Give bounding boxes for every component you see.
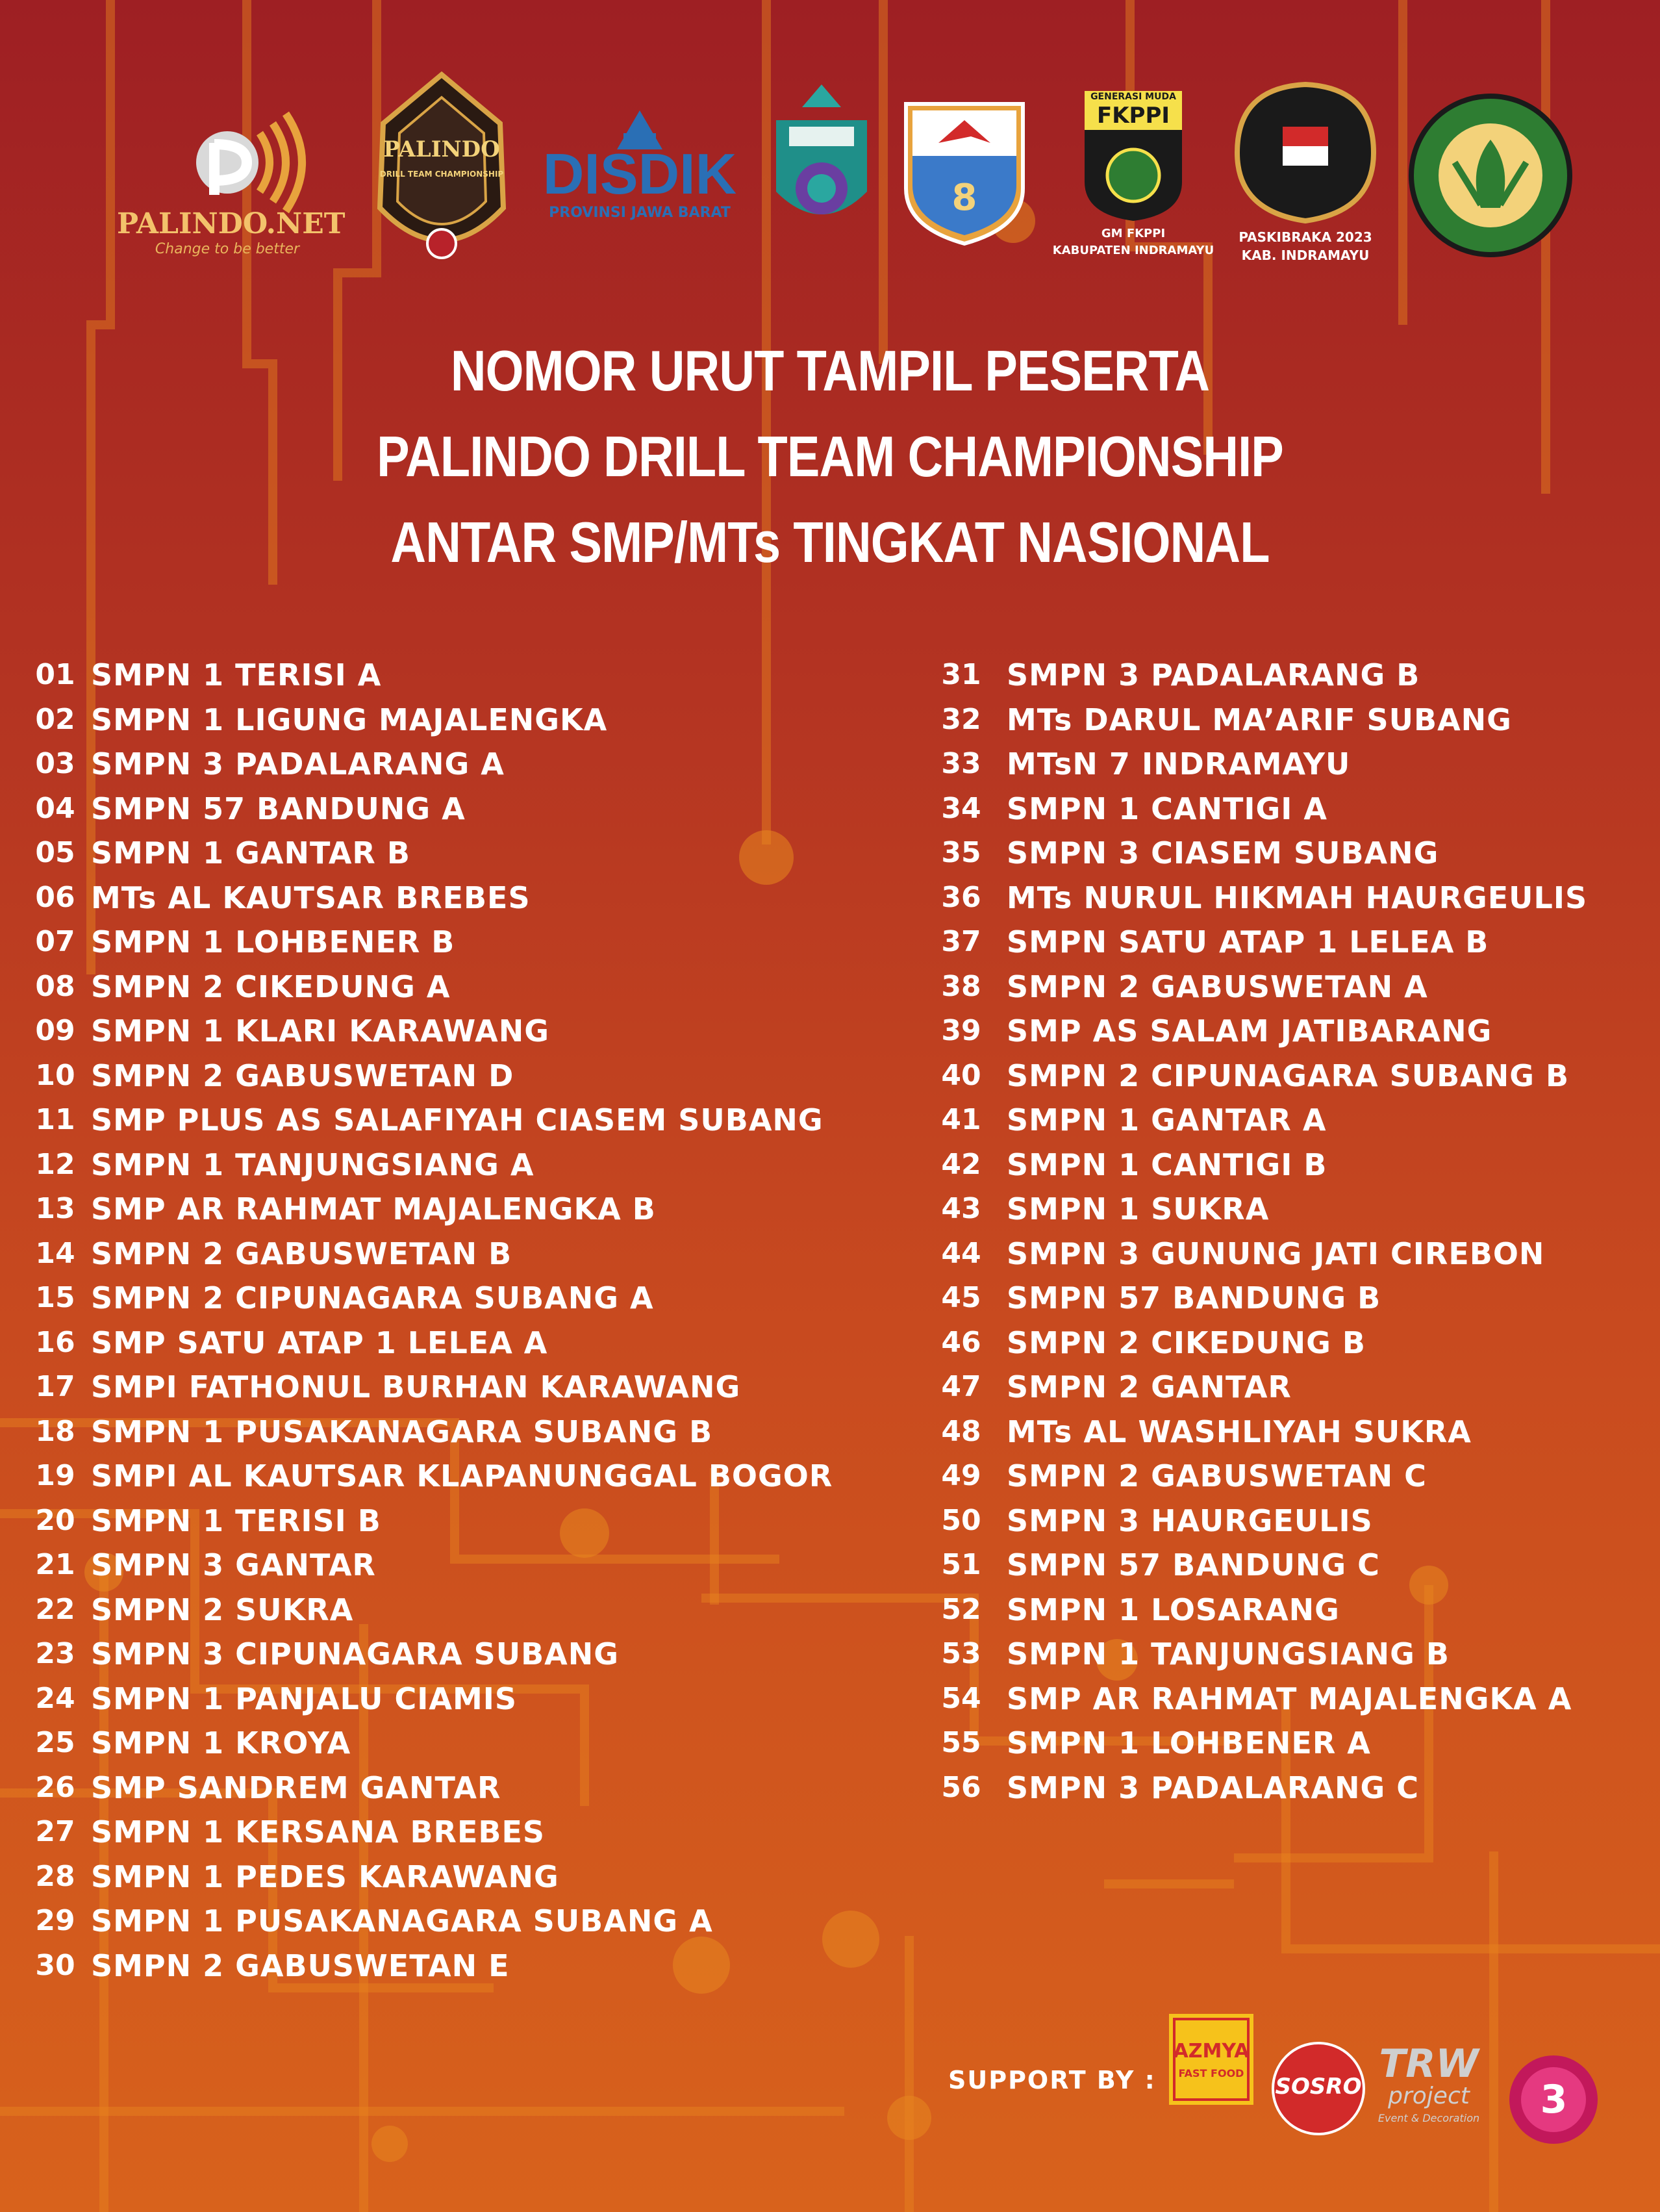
entry-school-name: SMPN 1 PEDES KARAWANG [91, 1859, 559, 1894]
entry-school-name: MTs AL KAUTSAR BREBES [91, 880, 531, 915]
sosro-logo [1270, 2040, 1367, 2137]
entry-number: 46 [941, 1325, 981, 1359]
palindo-crest-title: PALINDO [383, 136, 500, 162]
entry-number: 27 [35, 1815, 75, 1848]
entry-school-name: SMPN 3 PADALARANG A [91, 746, 505, 782]
entry-number: 33 [941, 747, 981, 780]
sosro-name: SOSRO [1275, 2074, 1362, 2100]
entry-school-name: SMPN 2 CIPUNAGARA SUBANG B [1007, 1058, 1570, 1093]
entry-school-name: MTs AL WASHLIYAH SUKRA [1007, 1414, 1472, 1449]
trw-name: TRW [1379, 2041, 1479, 2087]
entry-school-name: SMPN 1 CANTIGI A [1007, 791, 1327, 826]
paskibraka-logo [1227, 81, 1383, 266]
entry-number: 56 [941, 1770, 981, 1804]
entry-number: 04 [35, 791, 75, 825]
entry-school-name: SMPN 1 LOHBENER A [1007, 1725, 1371, 1761]
entry-school-name: SMPN 1 TERISI A [91, 657, 382, 693]
tri-logo [1507, 2053, 1601, 2147]
entry-number: 37 [941, 925, 981, 958]
title-line-3: ANTAR SMP/MTs TINGKAT NASIONAL [390, 510, 1270, 574]
title-line-1: NOMOR URUT TAMPIL PESERTA [450, 338, 1210, 403]
entry-school-name: SMPN 1 CANTIGI B [1007, 1147, 1327, 1182]
entry-school-name: SMPN 1 PUSAKANAGARA SUBANG B [91, 1414, 713, 1449]
entry-number: 03 [35, 747, 75, 780]
entry-school-name: SMPN 1 TERISI B [91, 1503, 381, 1538]
fkppi-title: FKPPI [1096, 103, 1170, 129]
school-crest-icon [770, 81, 874, 237]
entry-school-name: SMPN 1 GANTAR B [91, 835, 410, 871]
entry-school-name: SMPN SATU ATAP 1 LELEA B [1007, 924, 1489, 960]
disdik-logo [533, 97, 747, 227]
entry-school-name: SMPN 2 GANTAR [1007, 1369, 1292, 1405]
entry-school-name: MTs NURUL HIKMAH HAURGEULIS [1007, 880, 1588, 915]
kompas-ayu-logo [1406, 91, 1575, 260]
entry-school-name: SMP SANDREM GANTAR [91, 1770, 501, 1805]
entry-number: 12 [35, 1147, 75, 1181]
entry-school-name: SMPN 3 PADALARANG C [1007, 1770, 1419, 1805]
disdik-subtitle: PROVINSI JAWA BARAT [549, 205, 731, 221]
entry-school-name: SMPN 2 CIPUNAGARA SUBANG A [91, 1280, 654, 1316]
entry-school-name: SMPN 1 PUSAKANAGARA SUBANG A [91, 1903, 713, 1939]
entry-school-name: SMPN 3 CIASEM SUBANG [1007, 835, 1439, 871]
entry-number: 14 [35, 1236, 75, 1270]
title-line-2: PALINDO DRILL TEAM CHAMPIONSHIP [377, 424, 1283, 489]
entry-school-name: SMPN 3 GANTAR [91, 1547, 376, 1583]
entry-number: 43 [941, 1192, 981, 1225]
entry-school-name: SMPN 57 BANDUNG B [1007, 1280, 1381, 1316]
entry-school-name: SMP AR RAHMAT MAJALENGKA A [1007, 1681, 1572, 1716]
azmya-logo [1169, 2014, 1253, 2105]
entry-school-name: SMPN 3 HAURGEULIS [1007, 1503, 1373, 1538]
entry-number: 48 [941, 1414, 981, 1448]
palindo-net-logo [117, 97, 346, 266]
entry-number: 52 [941, 1592, 981, 1626]
fkppi-logo [1052, 91, 1214, 266]
entry-number: 11 [35, 1103, 75, 1136]
school-crest-logo [770, 81, 874, 237]
entry-number: 51 [941, 1548, 981, 1581]
entry-school-name: SMP PLUS AS SALAFIYAH CIASEM SUBANG [91, 1102, 824, 1138]
trw-tagline: Event & Decoration [1377, 2112, 1480, 2124]
entry-number: 24 [35, 1681, 75, 1715]
entry-school-name: SMPN 3 CIPUNAGARA SUBANG [91, 1636, 619, 1672]
entry-school-name: MTsN 7 INDRAMAYU [1007, 746, 1351, 782]
entry-number: 21 [35, 1548, 75, 1581]
entry-school-name: SMP SATU ATAP 1 LELEA A [91, 1325, 548, 1360]
entry-school-name: SMPN 2 GABUSWETAN D [91, 1058, 514, 1093]
entry-number: 41 [941, 1103, 981, 1136]
kompas-ayu-seal-icon [1406, 91, 1575, 260]
entry-school-name: SMPN 1 KERSANA BREBES [91, 1814, 546, 1850]
entry-number: 35 [941, 836, 981, 869]
entry-number: 54 [941, 1681, 981, 1715]
trw-sub: project [1388, 2083, 1470, 2109]
entry-number: 29 [35, 1904, 75, 1937]
entry-number: 30 [35, 1948, 75, 1982]
entry-school-name: SMPN 1 LOHBENER B [91, 924, 455, 960]
entry-school-name: SMPN 3 PADALARANG B [1007, 657, 1420, 693]
entry-number: 53 [941, 1637, 981, 1670]
entry-number: 01 [35, 658, 75, 691]
azmya-sub: FAST FOOD [1178, 2067, 1244, 2079]
entry-number: 28 [35, 1859, 75, 1893]
entry-school-name: SMPN 2 GABUSWETAN A [1007, 969, 1428, 1004]
entry-number: 55 [941, 1726, 981, 1759]
entry-number: 08 [35, 969, 75, 1003]
entry-number: 10 [35, 1058, 75, 1092]
entry-number: 13 [35, 1192, 75, 1225]
fkppi-top: GENERASI MUDA [1090, 92, 1176, 102]
entry-school-name: SMPN 2 CIKEDUNG A [91, 969, 451, 1004]
entry-school-name: SMPN 2 SUKRA [91, 1592, 354, 1627]
entry-number: 38 [941, 969, 981, 1003]
entry-number: 31 [941, 658, 981, 691]
support-label: SUPPORT BY : [948, 2066, 1156, 2094]
entry-school-name: SMPN 2 GABUSWETAN E [91, 1948, 510, 1983]
entry-number: 47 [941, 1370, 981, 1403]
entry-school-name: SMPN 3 GUNUNG JATI CIREBON [1007, 1236, 1545, 1271]
entry-number: 44 [941, 1236, 981, 1270]
entry-school-name: SMPN 2 CIKEDUNG B [1007, 1325, 1366, 1360]
entry-number: 06 [35, 880, 75, 914]
entry-school-name: SMP AR RAHMAT MAJALENGKA B [91, 1191, 656, 1227]
entry-number: 36 [941, 880, 981, 914]
entry-number: 17 [35, 1370, 75, 1403]
unit-badge-number: 8 [951, 177, 977, 219]
palindo-championship-logo [370, 71, 513, 273]
paskibraka-seal-icon [1227, 81, 1383, 224]
entry-school-name: SMPI AL KAUTSAR KLAPANUNGGAL BOGOR [91, 1458, 833, 1494]
entry-number: 49 [941, 1459, 981, 1492]
entry-school-name: SMP AS SALAM JATIBARANG [1007, 1013, 1492, 1049]
entry-number: 16 [35, 1325, 75, 1359]
paskibraka-caption-2: KAB. INDRAMAYU [1241, 248, 1370, 263]
entry-number: 15 [35, 1281, 75, 1314]
disdik-text: DISDIK [542, 142, 737, 206]
entry-school-name: SMPN 1 PANJALU CIAMIS [91, 1681, 517, 1716]
entry-number: 02 [35, 702, 75, 736]
entry-school-name: SMPN 1 TANJUNGSIANG B [1007, 1636, 1450, 1672]
palindo-net-tagline: Change to be better [155, 241, 300, 257]
entry-number: 05 [35, 836, 75, 869]
palindo-net-text: PALINDO.NET [117, 207, 346, 240]
fkppi-caption-1: GM FKPPI [1101, 227, 1166, 240]
entry-number: 09 [35, 1014, 75, 1047]
entry-number: 23 [35, 1637, 75, 1670]
azmya-name: AZMYA [1173, 2040, 1250, 2063]
entry-number: 26 [35, 1770, 75, 1804]
entry-number: 32 [941, 702, 981, 736]
shield-badge-icon [899, 97, 1029, 247]
entry-number: 45 [941, 1281, 981, 1314]
entry-number: 39 [941, 1014, 981, 1047]
entry-number: 34 [941, 791, 981, 825]
entry-school-name: SMPN 1 GANTAR A [1007, 1102, 1327, 1138]
paskibraka-caption-1: PASKIBRAKA 2023 [1239, 229, 1372, 245]
entry-number: 40 [941, 1058, 981, 1092]
entry-number: 07 [35, 925, 75, 958]
entry-school-name: MTs DARUL MA’ARIF SUBANG [1007, 702, 1512, 737]
entry-number: 50 [941, 1503, 981, 1537]
entry-number: 18 [35, 1414, 75, 1448]
entry-school-name: SMPN 1 KLARI KARAWANG [91, 1013, 549, 1049]
entry-number: 25 [35, 1726, 75, 1759]
tri-name: 3 [1540, 2077, 1568, 2122]
entry-school-name: SMPN 1 KROYA [91, 1725, 351, 1761]
entry-school-name: SMPN 1 SUKRA [1007, 1191, 1270, 1227]
trw-project-logo [1377, 2043, 1481, 2141]
unit-badge-logo [899, 97, 1029, 247]
palindo-crest-subtitle: DRILL TEAM CHAMPIONSHIP [379, 170, 504, 179]
entry-number: 42 [941, 1147, 981, 1181]
entry-school-name: SMPN 1 LOSARANG [1007, 1592, 1340, 1627]
entry-number: 19 [35, 1459, 75, 1492]
fkppi-caption-2: KABUPATEN INDRAMAYU [1052, 244, 1214, 257]
entry-number: 20 [35, 1503, 75, 1537]
entry-school-name: SMPI FATHONUL BURHAN KARAWANG [91, 1369, 741, 1405]
entry-school-name: SMPN 2 GABUSWETAN B [91, 1236, 512, 1271]
entry-school-name: SMPN 2 GABUSWETAN C [1007, 1458, 1427, 1494]
entry-school-name: SMPN 1 LIGUNG MAJALENGKA [91, 702, 608, 737]
entry-school-name: SMPN 57 BANDUNG A [91, 791, 466, 826]
entry-number: 22 [35, 1592, 75, 1626]
title-block [0, 328, 1660, 585]
entry-school-name: SMPN 1 TANJUNGSIANG A [91, 1147, 534, 1182]
entry-school-name: SMPN 57 BANDUNG C [1007, 1547, 1380, 1583]
